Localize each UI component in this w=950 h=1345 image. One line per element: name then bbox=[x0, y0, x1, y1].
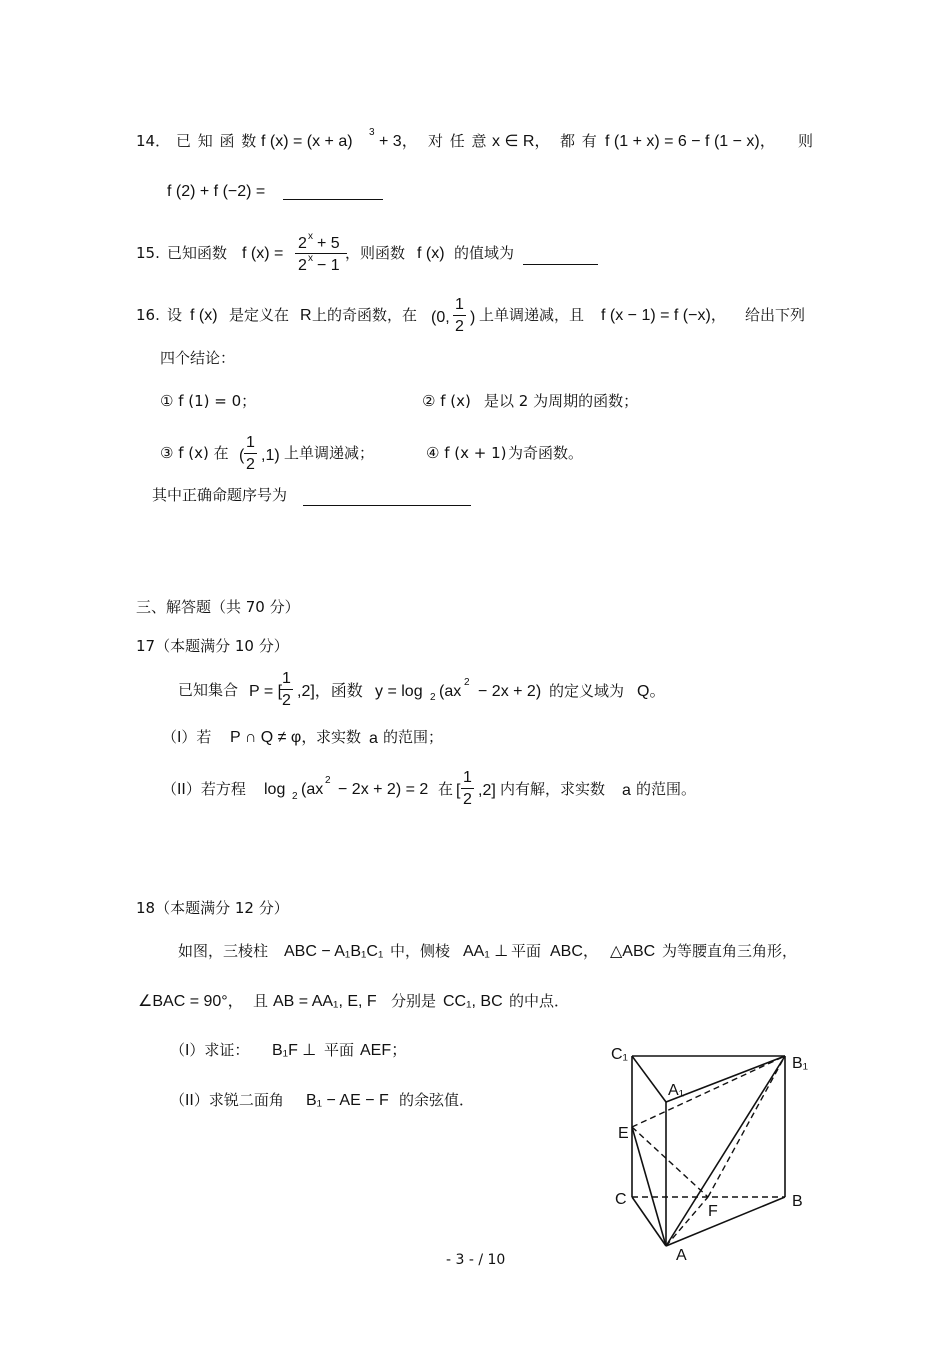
q16-conclusion-2a: ② f (x) bbox=[422, 392, 471, 410]
q14-exponent: 3 bbox=[369, 127, 375, 138]
q17-part-i-post: 求实数 bbox=[316, 728, 362, 746]
q16-odd: 上的奇函数，在 bbox=[312, 306, 418, 324]
q17-half-fraction bbox=[280, 670, 293, 710]
q18-points: CC₁, BC bbox=[443, 993, 503, 1010]
q17-set-p: P = [ bbox=[249, 683, 283, 700]
edge-a-b bbox=[666, 1197, 785, 1246]
q18-part-ii-expr: B₁ − AE − F bbox=[306, 1092, 389, 1109]
q16-half-num: 1 bbox=[453, 296, 466, 316]
hidden-e-f bbox=[632, 1127, 708, 1197]
q17-exp2: 2 bbox=[464, 677, 470, 688]
q18-l2-b: 分别是 bbox=[391, 992, 437, 1010]
q17-part-i-a: a bbox=[369, 730, 378, 747]
q16-c3-num: 1 bbox=[244, 434, 257, 454]
q14-x-in-r: x ∈ R， bbox=[492, 133, 551, 150]
q16-interval-close: ) bbox=[470, 309, 476, 326]
page-footer: - 3 - / 10 bbox=[446, 1252, 506, 1268]
label-b: B bbox=[792, 1193, 803, 1210]
q17-p-close: ,2]，函数 bbox=[297, 683, 363, 700]
q17-part-i-expr: P ∩ Q ≠ φ， bbox=[230, 729, 318, 746]
q18-l2-c: 的中点． bbox=[509, 992, 570, 1010]
q15-num-rest: + 5 bbox=[317, 235, 340, 252]
label-e: E bbox=[618, 1125, 629, 1142]
q17-part-i: （I）若 bbox=[162, 728, 212, 746]
q17-domain: 的定义域为 bbox=[549, 682, 625, 700]
q14-then: 则 bbox=[798, 132, 814, 150]
q17-expr-a: (ax bbox=[439, 683, 462, 700]
q14-prefix: 已 知 函 数 bbox=[176, 132, 258, 150]
q15-number: 15. bbox=[136, 244, 160, 262]
q17-part-ii-in: 在 bbox=[438, 780, 454, 798]
q16-function: f (x) bbox=[190, 307, 218, 324]
edge-c1-a1 bbox=[632, 1056, 666, 1102]
q14-all: 都 有 bbox=[560, 132, 598, 150]
q15-den-base: 2 bbox=[298, 257, 307, 274]
q16-defined: 是定义在 bbox=[229, 306, 290, 324]
section-3-heading: 三、解答题（共 70 分） bbox=[136, 598, 300, 616]
q15-den-rest: − 1 bbox=[317, 257, 340, 274]
hidden-f-b1 bbox=[708, 1056, 785, 1197]
q17-part-ii: （II）若方程 bbox=[162, 780, 246, 798]
q16-half-den: 2 bbox=[455, 318, 464, 335]
q18-part-ii-post: 的余弦值． bbox=[399, 1091, 475, 1109]
q15-denominator bbox=[295, 254, 347, 273]
q16-conclusion-4a: ④ f (x + 1) bbox=[426, 444, 507, 462]
q16-four: 四个结论： bbox=[160, 349, 236, 367]
q16-give: 给出下列 bbox=[745, 306, 806, 324]
q14-answer-blank bbox=[283, 199, 383, 200]
edge-c-a bbox=[632, 1197, 666, 1246]
q16-number: 16. bbox=[136, 306, 160, 324]
q18-l2-a: 且 bbox=[253, 992, 269, 1010]
q17-part-ii-num: 1 bbox=[461, 769, 474, 789]
q15-fx2: f (x) bbox=[417, 245, 445, 262]
label-a1: A₁ bbox=[668, 1082, 685, 1099]
q15-prefix: 已知函数 bbox=[167, 244, 228, 262]
q16-ask: 其中正确命题序号为 bbox=[152, 486, 288, 504]
q17-heading: 17（本题满分 10 分） bbox=[136, 637, 289, 655]
q16-conclusion-4b: 为奇函数。 bbox=[508, 444, 584, 462]
q14-function: f (x) = (x + a) bbox=[261, 133, 353, 150]
q17-part-i-range: 的范围； bbox=[383, 728, 444, 746]
q16-conclusion-3b: 上单调递减； bbox=[284, 444, 375, 462]
q15-answer-blank bbox=[523, 264, 598, 265]
q17-log-base: 2 bbox=[430, 692, 436, 703]
q15-num-base: 2 bbox=[298, 235, 307, 252]
q14-line2: f (2) + f (−2) = bbox=[167, 183, 266, 200]
q18-l1-a: 如图，三棱柱 bbox=[178, 942, 269, 960]
hidden-a-f bbox=[666, 1197, 708, 1246]
q15-numerator bbox=[295, 231, 347, 254]
q15-post: ，则函数 bbox=[345, 244, 406, 262]
q17-part-ii-post: 内有解，求实数 bbox=[500, 780, 606, 798]
q18-part-ii: （II）求锐二面角 bbox=[170, 1091, 284, 1109]
q15-fraction bbox=[295, 231, 347, 274]
label-c1: C₁ bbox=[611, 1046, 628, 1063]
q18-l1-d: 为等腰直角三角形， bbox=[662, 942, 798, 960]
q18-part-i: （I）求证： bbox=[170, 1041, 250, 1059]
q17-part-ii-exp: 2 bbox=[325, 775, 331, 786]
q18-part-i-expr: B₁F ⊥ bbox=[272, 1042, 317, 1059]
q16-half-fraction bbox=[453, 296, 466, 336]
q18-part-i-post: 平面 bbox=[324, 1041, 355, 1059]
q18-abc: ABC， bbox=[550, 943, 599, 960]
q16-c3-den: 2 bbox=[246, 456, 255, 473]
label-a: A bbox=[676, 1247, 687, 1264]
q15-range: 的值域为 bbox=[454, 244, 515, 262]
q16-r: R bbox=[300, 307, 312, 324]
q16-relation: f (x − 1) = f (−x)， bbox=[601, 307, 727, 324]
q17-half-num: 1 bbox=[280, 670, 293, 690]
q17-y-log: y = log bbox=[375, 683, 423, 700]
q17-q: Q。 bbox=[637, 683, 666, 700]
q16-c3-close: ,1) bbox=[261, 447, 280, 464]
prism-figure bbox=[600, 1030, 820, 1270]
q17-part-ii-close: ,2] bbox=[478, 782, 496, 799]
q17-part-ii-log: log bbox=[264, 781, 286, 798]
q16-c3-fraction bbox=[244, 434, 257, 474]
q18-angle: ∠BAC = 90°， bbox=[138, 993, 244, 1010]
q17-part-ii-open: [ bbox=[456, 782, 461, 799]
q16-c3-open: ( bbox=[239, 447, 245, 464]
q14-plus3: + 3， bbox=[379, 133, 418, 150]
q14-relation: f (1 + x) = 6 − f (1 − x)， bbox=[605, 133, 776, 150]
q15-num-exp: x bbox=[308, 231, 313, 242]
q15-den-exp: x bbox=[308, 253, 313, 264]
q18-aa1: AA₁ ⊥ bbox=[463, 943, 509, 960]
q17-prefix: 已知集合 bbox=[178, 681, 239, 699]
q17-part-ii-expr-b: − 2x + 2) = 2 bbox=[338, 781, 429, 798]
q18-eq: AB = AA₁, E, F bbox=[273, 993, 377, 1010]
q18-part-i-aef: AEF； bbox=[360, 1042, 408, 1059]
q14-any: 对 任 意 bbox=[428, 132, 488, 150]
q17-expr-b: − 2x + 2) bbox=[478, 683, 542, 700]
q16-answer-blank bbox=[303, 505, 471, 506]
q17-part-ii-fraction bbox=[461, 769, 474, 809]
q16-interval-open: (0, bbox=[431, 309, 450, 326]
q16-conclusion-1: ① f (1) = 0； bbox=[160, 392, 257, 410]
q18-l1-b: 中，侧棱 bbox=[390, 942, 451, 960]
q16-monotone: 上单调递减，且 bbox=[479, 306, 585, 324]
q16-conclusion-3a: ③ f (x) 在 bbox=[160, 444, 229, 462]
q18-triangle: △ABC bbox=[610, 943, 656, 960]
q17-half-den: 2 bbox=[282, 692, 291, 709]
label-f: F bbox=[708, 1203, 718, 1220]
edge-e-a bbox=[632, 1127, 666, 1246]
q17-part-ii-den: 2 bbox=[463, 791, 472, 808]
q17-part-ii-range: 的范围。 bbox=[636, 780, 697, 798]
q18-l1-c: 平面 bbox=[511, 942, 542, 960]
q17-part-ii-a: a bbox=[622, 782, 631, 799]
q17-part-ii-expr-a: (ax bbox=[301, 781, 324, 798]
q17-part-ii-base: 2 bbox=[292, 791, 298, 802]
q16-conclusion-2b: 是以 2 为周期的函数； bbox=[484, 392, 639, 410]
q18-heading: 18（本题满分 12 分） bbox=[136, 899, 289, 917]
q14-number: 14． bbox=[136, 132, 171, 150]
q16-prefix: 设 bbox=[167, 306, 183, 324]
label-c: C bbox=[615, 1191, 627, 1208]
q15-function: f (x) = bbox=[242, 245, 284, 262]
label-b1: B₁ bbox=[792, 1055, 809, 1072]
q18-prism: ABC − A₁B₁C₁ bbox=[284, 943, 384, 960]
